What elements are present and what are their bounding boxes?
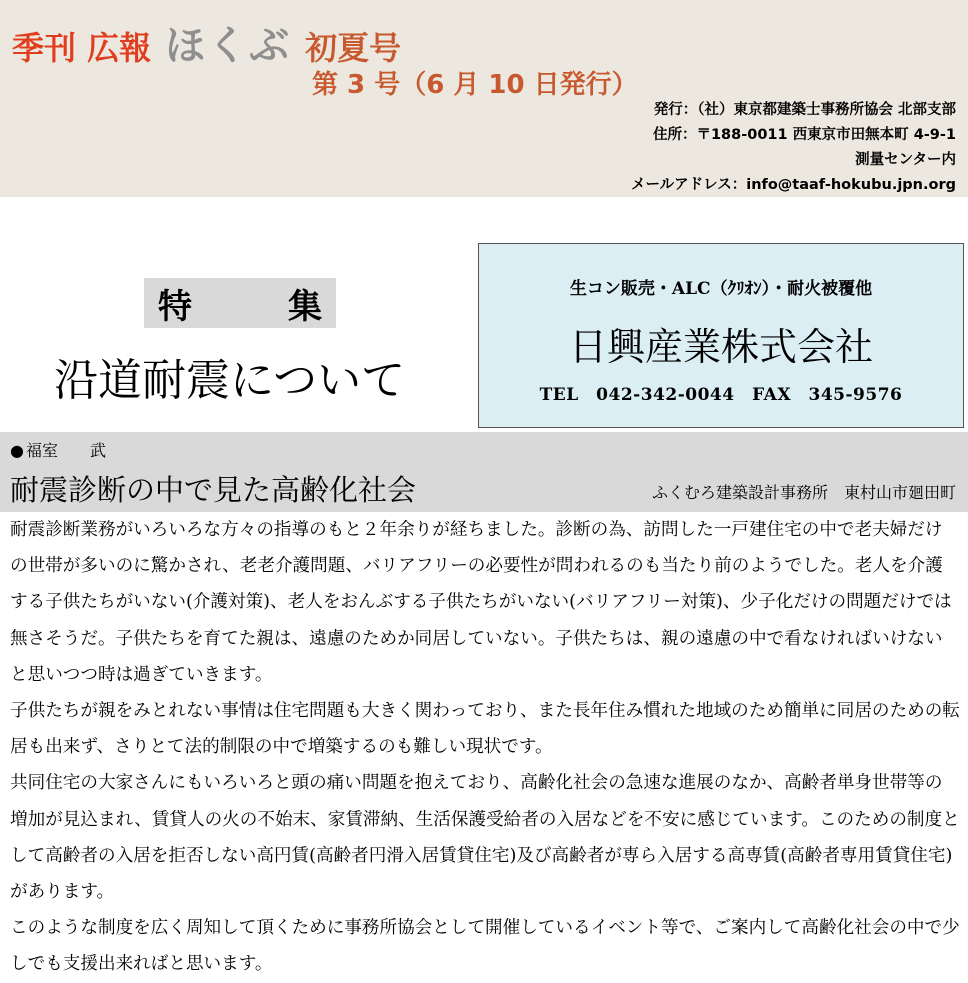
author-office: ふくむろ建築設計事務所 東村山市廻田町: [651, 483, 956, 502]
email-line: メールアドレス：info@taaf-hokubu.jpn.org: [630, 177, 956, 193]
feature-label: [144, 278, 336, 328]
masthead-name: ほくぶ: [165, 23, 292, 69]
advertisement-box: [478, 243, 964, 428]
newsletter-header: [0, 0, 968, 197]
masthead-season: 初夏号: [305, 29, 402, 67]
bullet-icon: ●: [10, 441, 24, 460]
publisher-line: 発行：（社）東京都建築士事務所協会 北部支部: [653, 102, 956, 118]
paragraph: 子供たちが親をみとれない事情は住宅問題も大きく関わっており、また長年住み慣れた地域のため簡単に同居のための転居も出来ず、さりとて法的制限の中で増築するのも難しい現状です。: [10, 701, 960, 758]
feature-block: [0, 262, 470, 412]
address-line-2: 測量センター内: [855, 152, 956, 168]
author-name: 福室 武: [25, 441, 106, 460]
ad-company-name: 日興産業株式会社: [568, 325, 873, 369]
feature-title: 沿道耐震について: [54, 355, 406, 406]
article-header: [0, 432, 968, 512]
paragraph: 共同住宅の大家さんにもいろいろと頭の痛い問題を抱えており、高齢化社会の急速な進展のなか、高齢者単身世帯等の増加が見込まれ、賃貸人の火の不始末、家賃滞納、生活保護受給者の入居などを不安に感じています。このための制度として高齢者の入居を拒否しない高円賃(高齢者円滑入居賃貸住宅)及び高齢者が専ら入居する高専賃(高齢者専用賃貸住宅)があります。: [10, 773, 960, 903]
article-body: [10, 512, 960, 983]
address-line: 住所：〒188-0011 西東京市田無本町 4-9-1: [652, 127, 956, 143]
feature-label-char-2: 集: [288, 286, 322, 327]
article-title: 耐震診断の中で見た高齢化社会: [10, 473, 417, 507]
masthead-series: 季刊 広報: [12, 29, 152, 67]
issue-number: 第 3 号（6 月 10 日発行）: [312, 70, 638, 100]
paragraph: 耐震診断業務がいろいろな方々の指導のもと２年余りが経ちました。診断の為、訪問した一戸建住宅の中で老夫婦だけの世帯が多いのに驚かされ、老老介護問題、バリアフリーの必要性が問われるのも当たり前のようでした。老人を介護する子供たちがいない(介護対策)、老人をおんぶする子供たちがいない(バリアフリー対策)、少子化だけの問題だけでは無さそうだ。子供たちを育てた親は、遠慮のためか同居していない。子供たちは、親の遠慮の中で看なければいけないと思いつつ時は過ぎていきます。: [10, 520, 952, 685]
feature-label-char-1: 特: [158, 286, 192, 327]
masthead: [12, 14, 401, 71]
article-author: [10, 438, 106, 461]
paragraph: このような制度を広く周知して頂くために事務所協会として開催しているイベント等で、ご案内して高齢化社会の中で少しでも支援出来ればと思います。: [10, 918, 960, 975]
publisher-info: [631, 98, 956, 198]
ad-products: 生コン販売・ALC（ｸﾘｵﾝ）・耐火被覆他: [569, 279, 873, 299]
ad-contact: TEL 042-342-0044 FAX 345-9576: [539, 385, 903, 405]
